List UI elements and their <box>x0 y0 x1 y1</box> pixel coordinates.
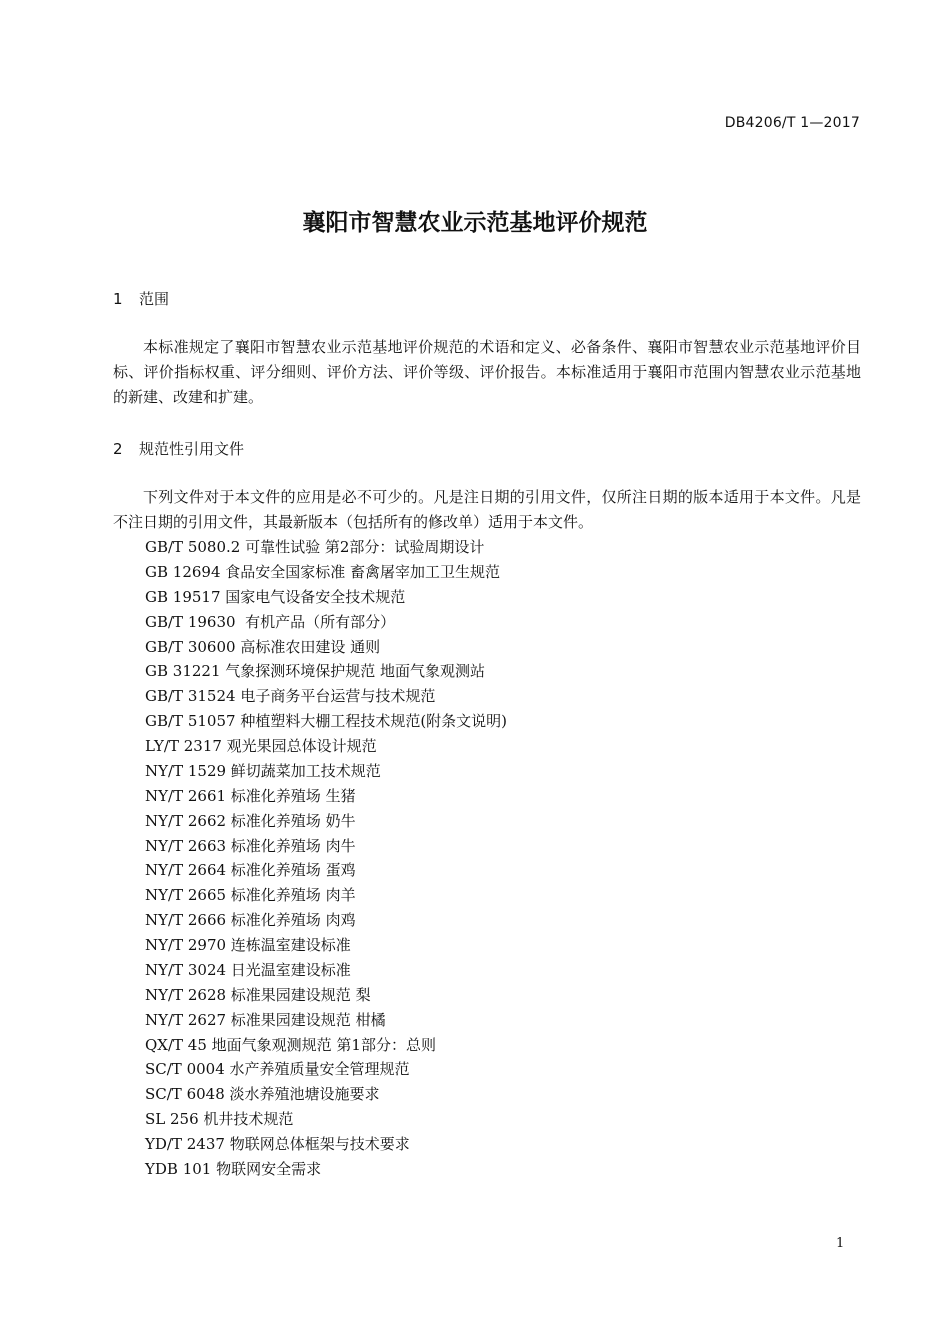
reference-item: GB 19517 国家电气设备安全技术规范 <box>145 587 406 606</box>
reference-item: YD/T 2437 物联网总体框架与技术要求 <box>145 1135 410 1153</box>
section-heading-scope <box>113 288 169 309</box>
reference-item: NY/T 2628 标准果园建设规范 梨 <box>145 985 371 1004</box>
reference-item: NY/T 2627 标准果园建设规范 柑橘 <box>145 1010 386 1029</box>
reference-item: SC/T 6048 淡水养殖池塘设施要求 <box>145 1085 380 1104</box>
reference-item: SC/T 0004 水产养殖质量安全管理规范 <box>145 1060 410 1079</box>
reference-item: NY/T 2665 标准化养殖场 肉羊 <box>145 886 356 905</box>
reference-item: GB/T 19630 有机产品（所有部分） <box>145 612 396 631</box>
reference-item: NY/T 3024 日光温室建设标准 <box>145 960 351 979</box>
reference-item: NY/T 1529 鲜切蔬菜加工技术规范 <box>145 761 381 780</box>
scope-paragraph: 本标准规定了襄阳市智慧农业示范基地评价规范的术语和定义、必备条件、襄阳市智慧农业示范基地评价目标、评价指标权重、评分细则、评价方法、评价等级、评价报告。本标准适用于襄阳市范围内智慧农业示范基地的新建、改建和扩建。 <box>113 338 861 406</box>
reference-item: NY/T 2662 标准化养殖场 奶牛 <box>145 811 356 830</box>
reference-item: NY/T 2664 标准化养殖场 蛋鸡 <box>145 861 356 880</box>
reference-item: GB 31221 气象探测环境保护规范 地面气象观测站 <box>145 662 486 681</box>
section-title: 范围 <box>139 290 170 308</box>
page-number: 1 <box>836 1236 845 1251</box>
section-title: 规范性引用文件 <box>139 440 245 458</box>
standard-code: DB4206/T 1—2017 <box>724 115 860 131</box>
reference-item: GB/T 31524 电子商务平台运营与技术规范 <box>145 687 436 706</box>
reference-list <box>145 535 507 1182</box>
references-intro-paragraph: 下列文件对于本文件的应用是必不可少的。凡是注日期的引用文件，仅所注日期的版本适用于本文件。凡是不注日期的引用文件，其最新版本（包括所有的修改单）适用于本文件。 <box>113 488 861 531</box>
reference-item: NY/T 2970 连栋温室建设标准 <box>145 936 351 954</box>
reference-item: SL 256 机井技术规范 <box>145 1110 294 1129</box>
reference-item: GB/T 5080.2 可靠性试验 第2部分：试验周期设计 <box>145 538 485 556</box>
section-number: 1 <box>113 290 123 308</box>
reference-item: LY/T 2317 观光果园总体设计规范 <box>145 737 377 755</box>
reference-item: NY/T 2663 标准化养殖场 肉牛 <box>145 836 356 855</box>
reference-item: NY/T 2661 标准化养殖场 生猪 <box>145 786 356 805</box>
reference-item: YDB 101 物联网安全需求 <box>145 1159 322 1178</box>
section-heading-normative-references <box>113 438 244 459</box>
section-number: 2 <box>113 440 123 458</box>
reference-item: QX/T 45 地面气象观测规范 第1部分：总则 <box>145 1035 436 1054</box>
reference-item: GB 12694 食品安全国家标准 畜禽屠宰加工卫生规范 <box>145 562 501 581</box>
reference-item: NY/T 2666 标准化养殖场 肉鸡 <box>145 911 356 930</box>
reference-item: GB/T 51057 种植塑料大棚工程技术规范(附条文说明) <box>145 712 508 731</box>
reference-item: GB/T 30600 高标准农田建设 通则 <box>145 637 381 656</box>
document-title: 襄阳市智慧农业示范基地评价规范 <box>302 210 648 236</box>
